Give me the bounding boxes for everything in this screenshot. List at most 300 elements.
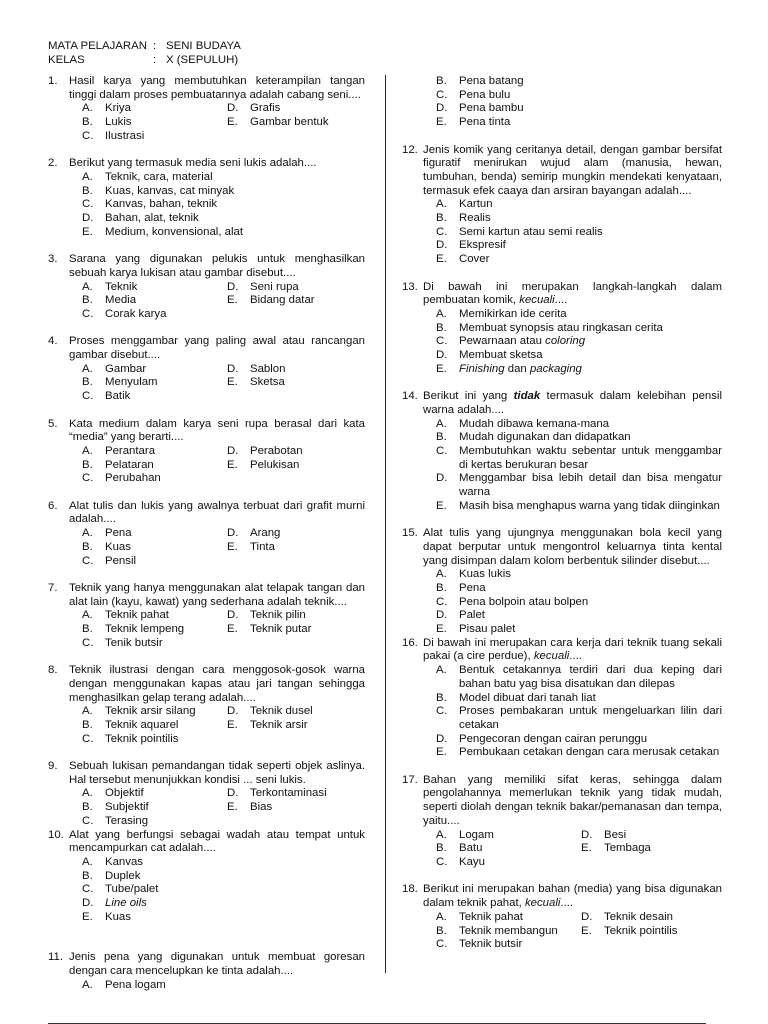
answer-option [436, 582, 722, 596]
option-letter: B. [436, 75, 447, 87]
option-text: Batu [459, 842, 483, 855]
option-letter: A. [436, 307, 447, 320]
answer-option [436, 692, 722, 706]
option-text: Bidang datar [250, 294, 315, 307]
subject-separator: : [153, 40, 157, 52]
option-letter: A. [82, 978, 93, 991]
question-item [402, 281, 722, 377]
option-text: Perubahan [105, 472, 161, 485]
option-text: Seni rupa [250, 280, 299, 293]
answer-option [436, 664, 722, 691]
option-text: Ekspresif [459, 239, 506, 252]
question-text: Berikut ini yang tidak termasuk dalam kelebihan pensil warna adalah.... [423, 390, 722, 416]
answer-option [436, 705, 722, 732]
answer-option [82, 609, 227, 623]
answer-option [436, 212, 722, 226]
answer-option [227, 376, 365, 390]
question-text: Teknik ilustrasi dengan cara menggosok-gosok warna dengan menggunakan kapas atau jari tangan sehingga menghasilkan gelap terang adalah.... [69, 664, 365, 704]
answer-options [82, 102, 365, 143]
option-text: Lukis [105, 116, 132, 129]
option-text: Model dibuat dari tanah liat [459, 691, 596, 704]
answer-option [82, 130, 227, 144]
answer-option [436, 253, 722, 267]
option-text: Bahan, alat, teknik [105, 212, 199, 225]
option-text: Realis [459, 212, 491, 225]
subject-value: SENI BUDAYA [166, 40, 241, 52]
option-letter: C. [436, 225, 448, 238]
option-text: Bias [250, 801, 273, 814]
option-text: Pengecoran dengan cairan perunggu [459, 732, 648, 745]
question-text: Alat tulis dan lukis yang awalnya terbuat dari grafit murni adalah.... [69, 499, 365, 526]
question-text: Berikut ini merupakan bahan (media) yang bisa digunakan dalam teknik pahat, kecuali.... [423, 883, 722, 910]
option-text: Pelukisan [250, 458, 300, 471]
answer-option [82, 445, 227, 459]
question-item [48, 157, 365, 239]
answer-option [436, 322, 722, 336]
answer-option [436, 198, 722, 212]
answer-option [436, 349, 722, 363]
option-text: Kuas [105, 910, 131, 923]
answer-option [227, 527, 365, 541]
answer-option [82, 541, 227, 555]
answer-option [82, 815, 227, 829]
option-text: Batik [105, 390, 131, 403]
option-text: Kriya [105, 102, 131, 115]
answer-option [82, 856, 365, 870]
answer-option [436, 925, 581, 939]
option-text: Kanvas, bahan, teknik [105, 198, 218, 211]
question-number: 7. [48, 581, 58, 594]
option-text: Pena logam [105, 978, 166, 991]
option-letter: C. [436, 856, 448, 868]
option-letter: E. [436, 746, 447, 759]
option-text: Perantara [105, 444, 156, 457]
option-text: Teknik butsir [459, 938, 523, 951]
option-letter: D. [436, 349, 448, 362]
answer-options [82, 527, 365, 568]
option-letter: C. [82, 390, 94, 403]
answer-option [436, 609, 722, 623]
answer-option [227, 445, 365, 459]
option-text: Gambar bentuk [250, 116, 329, 129]
option-letter: B. [82, 801, 93, 814]
option-letter: D. [581, 910, 593, 923]
option-text: Ilustrasi [105, 129, 145, 142]
option-text: Finishing dan packaging [459, 362, 582, 375]
answer-option [82, 212, 365, 226]
question-number: 6. [48, 499, 58, 512]
option-text: Teknik aquarel [105, 718, 179, 731]
question-number: 4. [48, 335, 58, 348]
question-number: 13. [402, 280, 418, 293]
option-letter: E. [227, 294, 238, 307]
option-text: Memikirkan ide cerita [459, 307, 567, 320]
answer-option [581, 925, 722, 939]
option-letter: B. [82, 869, 93, 882]
question-item [402, 390, 722, 513]
answer-options [82, 445, 365, 486]
question-text: Bahan yang memiliki sifat keras, sehingga dalam pengolahannya memerlukan teknik yang tidak mudah, seperti diolah dengan teknik bakar/pemanasan dan tempa, yaitu.... [423, 773, 722, 827]
option-text: Kuas, kanvas, cat minyak [105, 184, 235, 197]
option-text: Tinta [250, 540, 275, 553]
option-text: Menyulam [105, 376, 158, 389]
question-item [402, 144, 722, 267]
question-text: Kata medium dalam karya seni rupa berasal dari kata “media” yang berarti.... [69, 417, 365, 444]
answer-options [82, 705, 365, 746]
option-text: Grafis [250, 102, 281, 115]
answer-option [82, 719, 227, 733]
answer-options [436, 568, 722, 637]
option-text: Teknik arsir silang [105, 705, 196, 718]
answer-options [82, 609, 365, 650]
option-text: Pena [459, 581, 486, 594]
right-column [402, 75, 722, 966]
option-text: Pena tinta [459, 116, 511, 129]
answer-option [436, 500, 722, 514]
option-letter: E. [227, 801, 238, 814]
option-text: Teknik pahat [459, 910, 523, 923]
class-separator: : [153, 53, 157, 66]
answer-option [581, 842, 722, 856]
left-column [48, 75, 365, 1006]
answer-option [82, 376, 227, 390]
question-text: Sarana yang digunakan pelukis untuk menghasilkan sebuah karya lukisan atau gambar disebut.... [69, 253, 365, 279]
option-letter: A. [82, 787, 93, 800]
question-number: 11. [48, 951, 63, 964]
answer-option [227, 281, 365, 295]
answer-option [436, 829, 581, 843]
option-letter: B. [82, 184, 93, 197]
answer-option [82, 979, 365, 993]
option-letter: D. [227, 787, 239, 800]
answer-option [436, 308, 722, 322]
question-item [48, 664, 365, 746]
option-text: Medium, konvensional, alat [105, 225, 244, 238]
option-text: Teknik lempeng [105, 623, 185, 636]
option-letter: E. [227, 458, 238, 471]
answer-option [82, 363, 227, 377]
answer-option [82, 705, 227, 719]
option-text: Teknik pointilis [105, 732, 179, 745]
subject-row [48, 40, 241, 54]
option-letter: B. [82, 540, 93, 553]
option-letter: E. [227, 718, 238, 731]
option-text: Line oils [105, 897, 147, 910]
answer-option [82, 733, 227, 747]
option-letter: D. [581, 828, 593, 841]
exam-header [48, 40, 241, 67]
question-text: Proses menggambar yang paling awal atau rancangan gambar disebut.... [69, 335, 365, 362]
answer-option [436, 102, 722, 116]
answer-option [82, 459, 227, 473]
option-text: Teknik, cara, material [105, 170, 213, 183]
option-letter: B. [436, 212, 447, 225]
class-row [48, 54, 241, 68]
option-letter: D. [82, 897, 94, 910]
option-text: Pensil [105, 554, 137, 567]
option-text: Subjektif [105, 801, 149, 814]
option-text: Tube/palet [105, 883, 159, 896]
option-text: Pembukaan cetakan dengan cara merusak cetakan [459, 746, 720, 759]
question-item [402, 527, 722, 637]
answer-option [436, 239, 722, 253]
option-text: Terasing [105, 814, 149, 827]
option-text: Gambar [105, 362, 147, 375]
answer-option [82, 787, 227, 801]
option-text: Teknik putar [250, 623, 312, 636]
question-text: Sebuah lukisan pemandangan tidak seperti objek aslinya. Hal tersebut menunjukkan kondisi ... seni lukis. [69, 760, 365, 786]
answer-option [82, 911, 365, 925]
answer-option [436, 116, 722, 130]
option-letter: C. [436, 595, 448, 608]
option-letter: A. [82, 609, 93, 622]
answer-options [436, 308, 722, 377]
answer-option [82, 390, 227, 404]
subject-label: MATA PELAJARAN [48, 40, 147, 52]
option-letter: E. [227, 116, 238, 129]
option-letter: E. [227, 540, 238, 553]
answer-option [436, 911, 581, 925]
option-letter: E. [227, 623, 238, 636]
option-text: Mudah digunakan dan didapatkan [459, 431, 631, 444]
answer-option [227, 116, 365, 130]
answer-option [227, 363, 365, 377]
option-text: Kuas [105, 540, 131, 553]
option-text: Corak karya [105, 307, 167, 320]
answer-option [436, 623, 722, 637]
answer-option [436, 856, 581, 870]
option-text: Arang [250, 527, 281, 540]
option-letter: D. [82, 212, 94, 225]
option-letter: C. [82, 732, 94, 745]
answer-options [82, 171, 365, 240]
option-letter: D. [227, 444, 239, 457]
answer-option [227, 609, 365, 623]
question-number: 5. [48, 417, 58, 430]
option-text: Teknik membangun [459, 924, 558, 937]
option-text: Kartun [459, 198, 493, 211]
question-number: 8. [48, 664, 58, 677]
answer-option [82, 472, 227, 486]
option-text: Besi [604, 828, 627, 841]
answer-option [436, 363, 722, 377]
answer-option [436, 596, 722, 610]
question-number: 2. [48, 157, 58, 170]
answer-options [436, 198, 722, 267]
option-text: Masih bisa menghapus warna yang tidak diinginkan [459, 499, 720, 512]
option-letter: A. [82, 444, 93, 457]
option-text: Teknik [105, 280, 138, 293]
option-letter: A. [436, 568, 447, 581]
option-text: Pena bulu [459, 88, 511, 101]
question-text: Jenis pena yang digunakan untuk membuat goresan dengan cara mencelupkan ke tinta adalah.... [69, 951, 365, 978]
option-letter: B. [436, 691, 447, 704]
option-letter: E. [436, 362, 447, 375]
class-label: KELAS [48, 53, 85, 66]
option-letter: C. [436, 88, 448, 101]
question-item [402, 774, 722, 870]
option-letter: B. [436, 431, 447, 444]
question-number: 17. [402, 773, 418, 786]
option-text: Media [105, 294, 137, 307]
question-number: 16. [402, 636, 418, 649]
option-text: Teknik arsir [250, 718, 308, 731]
answer-option [82, 102, 227, 116]
option-letter: C. [82, 636, 94, 649]
option-letter: C. [82, 554, 94, 567]
question-item [48, 418, 365, 487]
column-divider [385, 75, 386, 973]
answer-option [82, 226, 365, 240]
option-text: Teknik pointilis [604, 924, 678, 937]
option-letter: A. [82, 855, 93, 868]
answer-option [436, 746, 722, 760]
answer-option [82, 198, 365, 212]
option-letter: D. [227, 609, 239, 622]
question-text: Di bawah ini merupakan langkah-langkah dalam pembuatan komik, kecuali.... [423, 280, 722, 307]
answer-options [436, 664, 722, 760]
option-letter: D. [436, 732, 448, 745]
option-letter: A. [82, 527, 93, 540]
option-letter: D. [227, 280, 239, 293]
answer-option [82, 623, 227, 637]
question-number: 18. [402, 883, 418, 896]
option-text: Pelataran [105, 458, 154, 471]
answer-option [227, 623, 365, 637]
question-item [48, 75, 365, 144]
option-letter: B. [82, 718, 93, 731]
answer-option [436, 842, 581, 856]
option-letter: C. [82, 307, 94, 320]
option-letter: A. [436, 198, 447, 211]
question-text: Alat tulis yang ujungnya menggunakan bola kecil yang dapat berputar untuk mengontrol keluarnya tinta kental yang disimpan dalam kolom berbentuk silinder disebut.... [423, 527, 722, 567]
option-text: Menggambar bisa lebih detail dan bisa mengatur warna [459, 472, 722, 499]
option-letter: C. [436, 705, 448, 718]
question-number: 1. [48, 75, 58, 87]
question-item [402, 637, 722, 760]
option-text: Terkontaminasi [250, 787, 327, 800]
option-letter: B. [82, 294, 93, 307]
option-text: Teknik pilin [250, 609, 306, 622]
option-letter: A. [436, 828, 447, 841]
option-text: Bentuk cetakannya terdiri dari dua keping dari bahan batu yag bisa disatukan dan dilepas [459, 664, 722, 690]
answer-option [82, 555, 227, 569]
answer-options [82, 979, 365, 993]
option-letter: E. [227, 376, 238, 389]
option-letter: A. [82, 102, 93, 115]
question-text: Alat yang berfungsi sebagai wadah atau tempat untuk mencampurkan cat adalah.... [69, 828, 365, 855]
option-text: Pewarnaan atau coloring [459, 335, 586, 348]
answer-option [436, 418, 722, 432]
option-letter: D. [227, 102, 239, 115]
option-letter: C. [82, 198, 94, 211]
answer-option [436, 568, 722, 582]
answer-option [227, 541, 365, 555]
answer-options [436, 829, 722, 870]
option-letter: B. [436, 581, 447, 594]
question-11-continued [402, 75, 722, 130]
option-text: Pisau palet [459, 623, 516, 636]
answer-option [436, 445, 722, 472]
option-letter: A. [82, 705, 93, 718]
answer-options [82, 363, 365, 404]
option-text: Tembaga [604, 842, 651, 855]
option-text: Palet [459, 609, 485, 622]
option-letter: E. [581, 842, 592, 855]
option-text: Sablon [250, 362, 286, 375]
question-item [402, 883, 722, 952]
answer-option [436, 226, 722, 240]
option-letter: D. [436, 239, 448, 252]
option-letter: A. [82, 170, 93, 183]
option-letter: D. [227, 705, 239, 718]
question-text: Teknik yang hanya menggunakan alat telapak tangan dan alat lain (kayu, kawat) yang sederhana adalah teknik.... [69, 581, 365, 608]
option-text: Sketsa [250, 376, 285, 389]
class-value: X (SEPULUH) [166, 53, 239, 66]
option-letter: A. [82, 280, 93, 293]
answer-options [82, 281, 365, 322]
question-number: 3. [48, 253, 58, 266]
question-number: 12. [402, 143, 418, 156]
option-text: Teknik dusel [250, 705, 313, 718]
option-letter: C. [82, 814, 94, 827]
question-item [48, 500, 365, 569]
answer-option [82, 116, 227, 130]
answer-option [82, 527, 227, 541]
answer-option [82, 870, 365, 884]
option-letter: A. [436, 910, 447, 923]
option-letter: B. [436, 842, 447, 855]
option-letter: D. [436, 102, 448, 115]
option-letter: E. [436, 499, 447, 512]
option-letter: C. [82, 129, 94, 142]
option-letter: E. [436, 623, 447, 636]
question-text: Jenis komik yang ceritanya detail, dengan gambar bersifat figuratif menirukan wujud alam (manusia, hewan, tumbuhan, benda) semirip mungkin mendekati kenyataan, termasuk efek caaya dan arsiran bayangan adalah.... [423, 143, 722, 197]
option-text: Pena bambu [459, 102, 524, 115]
option-letter: C. [436, 335, 448, 348]
option-letter: B. [82, 623, 93, 636]
option-letter: D. [436, 609, 448, 622]
option-text: Teknik pahat [105, 609, 169, 622]
answer-option [227, 294, 365, 308]
answer-options [82, 787, 365, 828]
option-letter: D. [436, 472, 448, 485]
option-text: Teknik desain [604, 910, 674, 923]
option-letter: B. [82, 458, 93, 471]
option-text: Tenik butsir [105, 636, 163, 649]
option-letter: C. [436, 444, 448, 457]
option-letter: E. [436, 253, 447, 266]
option-letter: A. [82, 362, 93, 375]
answer-option [436, 938, 581, 952]
answer-options [436, 418, 722, 514]
option-letter: C. [82, 883, 94, 896]
answer-option [581, 829, 722, 843]
option-letter: A. [436, 417, 447, 430]
answer-option [227, 787, 365, 801]
option-letter: C. [436, 938, 448, 951]
option-text: Membuat sketsa [459, 349, 543, 362]
answer-options [436, 911, 722, 952]
option-text: Pena batang [459, 75, 524, 87]
option-text: Logam [459, 828, 494, 841]
answer-options [436, 75, 722, 130]
answer-option [227, 459, 365, 473]
question-number: 10. [48, 828, 64, 841]
question-text: Hasil karya yang membutuhkan keterampilan tangan tinggi dalam proses pembuatannya adalah cabang seni.... [69, 75, 365, 101]
answer-option [436, 472, 722, 499]
option-letter: E. [82, 225, 93, 238]
